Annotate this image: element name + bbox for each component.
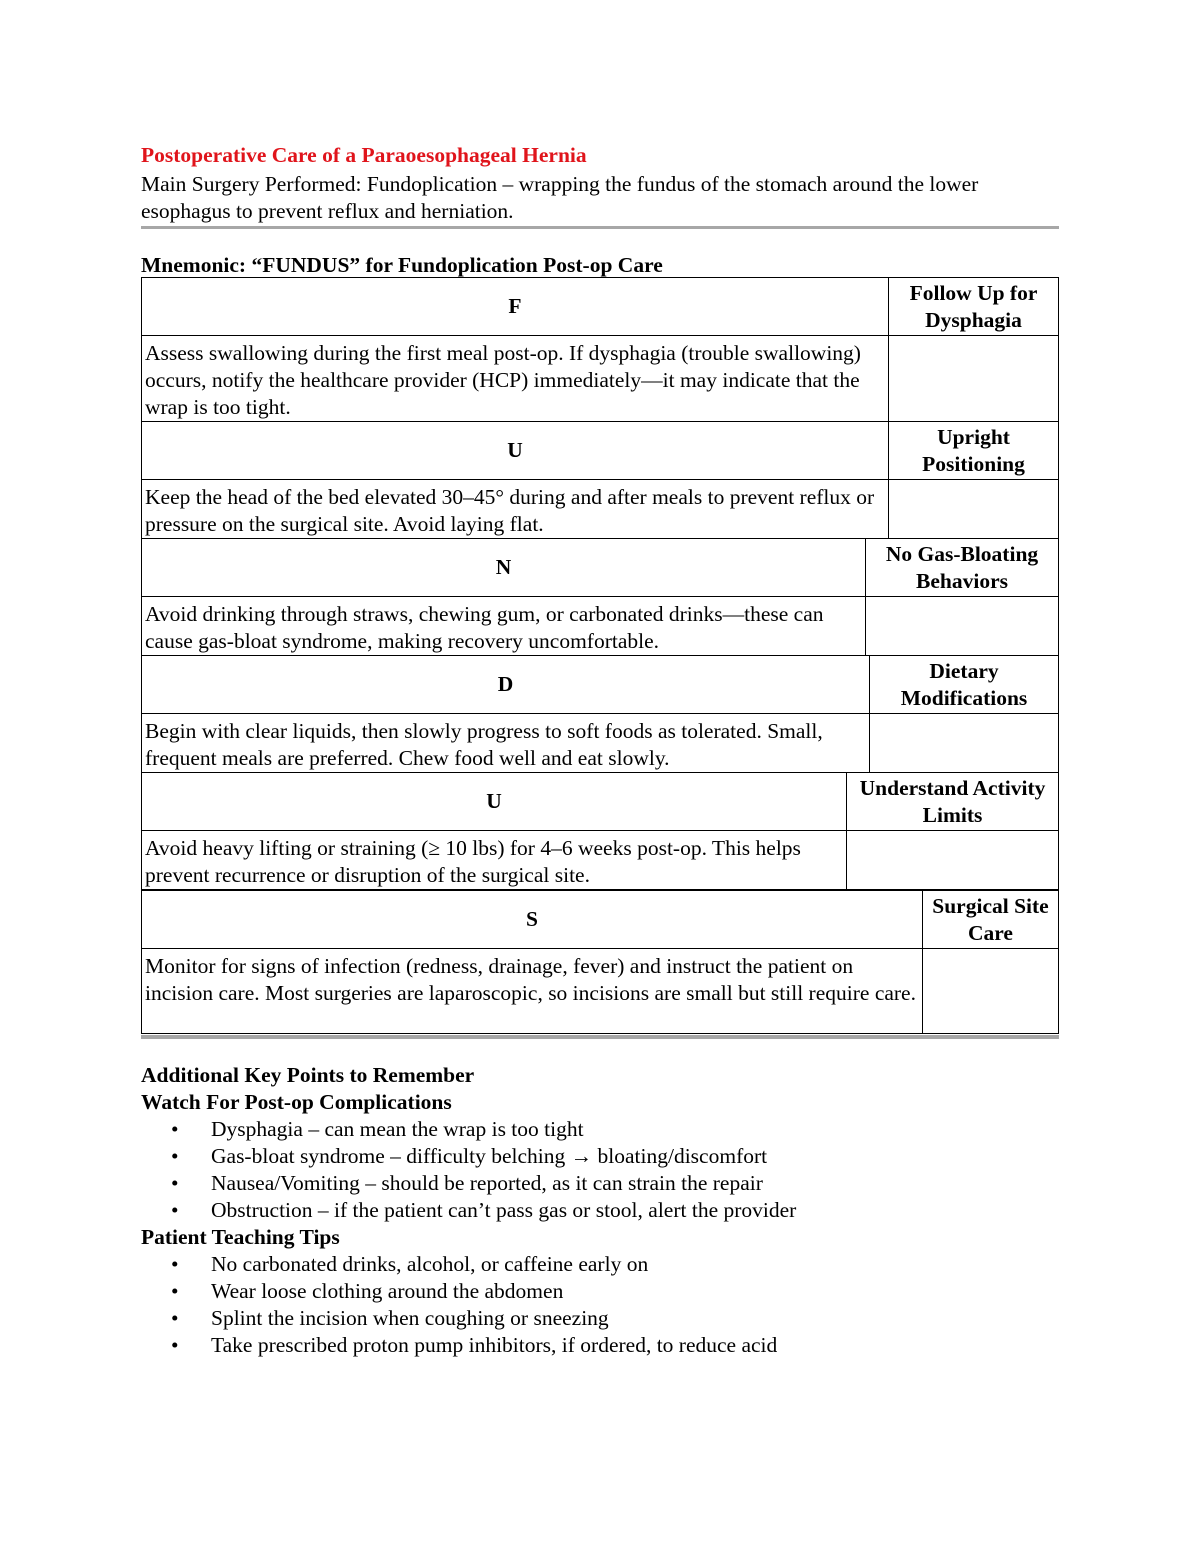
list-item: • Wear loose clothing around the abdomen bbox=[171, 1279, 564, 1303]
mnemonic-term: Understand Activity Limits bbox=[847, 773, 1059, 831]
mnemonic-description: Keep the head of the bed elevated 30–45° during and after meals to prevent reflux or pressure on the surgical site. Avoid laying flat. bbox=[142, 480, 889, 539]
empty-cell bbox=[866, 597, 1059, 656]
divider bbox=[141, 1035, 1059, 1039]
empty-cell bbox=[889, 480, 1059, 539]
mnemonic-term: Surgical Site Care bbox=[923, 891, 1059, 949]
mnemonic-block-n bbox=[141, 538, 1059, 656]
mnemonic-description: Assess swallowing during the first meal post-op. If dysphagia (trouble swallowing) occurs, notify the healthcare provider (HCP) immediately—it may indicate that the wrap is too tight. bbox=[142, 336, 889, 422]
list-item: • Take prescribed proton pump inhibitors, if ordered, to reduce acid bbox=[171, 1333, 778, 1357]
mnemonic-letter: D bbox=[142, 656, 870, 714]
empty-cell bbox=[870, 714, 1059, 773]
mnemonic-description: Avoid drinking through straws, chewing gum, or carbonated drinks—these can cause gas-bloat syndrome, making recovery uncomfortable. bbox=[142, 597, 866, 656]
mnemonic-term: Upright Positioning bbox=[889, 422, 1059, 480]
mnemonic-description: Avoid heavy lifting or straining (≥ 10 lbs) for 4–6 weeks post-op. This helps prevent recurrence or disruption of the surgical site. bbox=[142, 831, 847, 890]
mnemonic-letter: U bbox=[142, 773, 847, 831]
mnemonic-block-d bbox=[141, 655, 1059, 773]
divider bbox=[141, 226, 1059, 229]
mnemonic-heading: Mnemonic: “FUNDUS” for Fundoplication Post-op Care bbox=[141, 253, 663, 277]
mnemonic-block-u-activity bbox=[141, 772, 1059, 890]
bullet-icon: • bbox=[171, 1117, 179, 1141]
bullet-icon: • bbox=[171, 1198, 179, 1222]
mnemonic-letter: F bbox=[142, 278, 889, 336]
complications-heading: Watch For Post-op Complications bbox=[141, 1090, 452, 1114]
mnemonic-block-f bbox=[141, 277, 1059, 422]
mnemonic-term: No Gas-Bloating Behaviors bbox=[866, 539, 1059, 597]
empty-cell bbox=[889, 336, 1059, 422]
bullet-icon: • bbox=[171, 1252, 179, 1276]
mnemonic-letter: S bbox=[142, 891, 923, 949]
list-item: • Dysphagia – can mean the wrap is too tight bbox=[171, 1117, 584, 1141]
list-item: • Gas-bloat syndrome – difficulty belching → bloating/discomfort bbox=[171, 1144, 768, 1168]
mnemonic-letter: U bbox=[142, 422, 889, 480]
teaching-heading: Patient Teaching Tips bbox=[141, 1225, 340, 1249]
empty-cell bbox=[923, 949, 1059, 1034]
complications-list bbox=[141, 1116, 796, 1224]
page-title: Postoperative Care of a Paraoesophageal Hernia bbox=[141, 143, 587, 167]
intro-paragraph: Main Surgery Performed: Fundoplication – wrapping the fundus of the stomach around the lower esophagus to prevent reflux and herniation. bbox=[141, 172, 979, 223]
mnemonic-block-u bbox=[141, 421, 1059, 539]
bullet-icon: • bbox=[171, 1333, 179, 1357]
list-item: • No carbonated drinks, alcohol, or caffeine early on bbox=[171, 1252, 649, 1276]
list-item: • Obstruction – if the patient can’t pass gas or stool, alert the provider bbox=[171, 1198, 797, 1222]
mnemonic-block-s bbox=[141, 890, 1059, 1034]
teaching-list bbox=[141, 1251, 796, 1359]
empty-cell bbox=[847, 831, 1059, 890]
mnemonic-term: Dietary Modifications bbox=[870, 656, 1059, 714]
additional-section bbox=[141, 1062, 796, 1359]
bullet-icon: • bbox=[171, 1171, 179, 1195]
mnemonic-term: Follow Up for Dysphagia bbox=[889, 278, 1059, 336]
list-item: • Splint the incision when coughing or sneezing bbox=[171, 1306, 609, 1330]
list-item: • Nausea/Vomiting – should be reported, as it can strain the repair bbox=[171, 1171, 763, 1195]
additional-heading: Additional Key Points to Remember bbox=[141, 1063, 475, 1087]
mnemonic-description: Begin with clear liquids, then slowly progress to soft foods as tolerated. Small, frequent meals are preferred. Chew food well and eat slowly. bbox=[142, 714, 870, 773]
mnemonic-description: Monitor for signs of infection (redness, drainage, fever) and instruct the patient on incision care. Most surgeries are laparoscopic, so incisions are small but still require care. bbox=[142, 949, 923, 1034]
mnemonic-letter: N bbox=[142, 539, 866, 597]
bullet-icon: • bbox=[171, 1306, 179, 1330]
bullet-icon: • bbox=[171, 1144, 179, 1168]
bullet-icon: • bbox=[171, 1279, 179, 1303]
